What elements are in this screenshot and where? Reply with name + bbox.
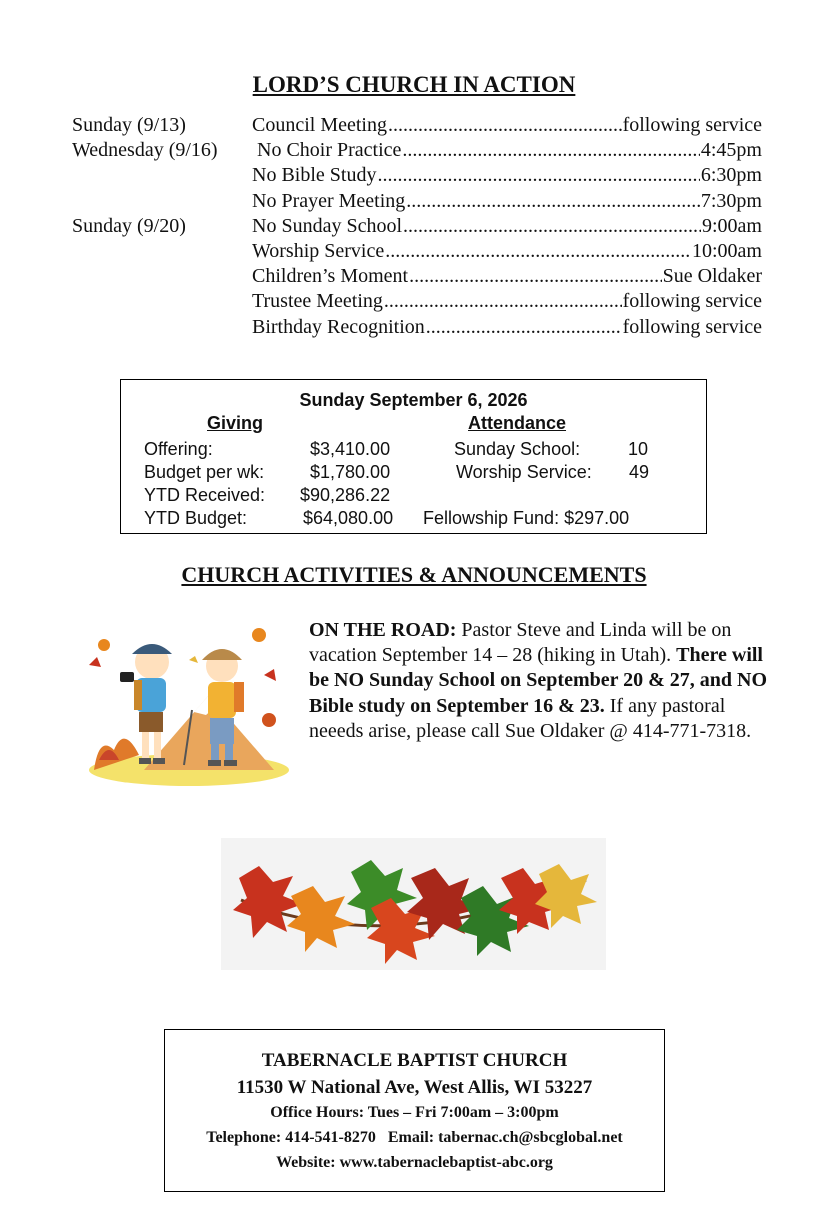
schedule-list [72, 113, 762, 340]
schedule-time: following service [622, 290, 762, 313]
schedule-time: 4:45pm [700, 139, 762, 162]
report-date: Sunday September 6, 2026 [299, 390, 528, 410]
schedule-event: Children’s Moment [252, 265, 409, 288]
schedule-event: No Choir Practice [252, 139, 402, 162]
schedule-row [72, 113, 762, 138]
schedule-day: Wednesday (9/16) [72, 139, 218, 162]
ytd-received-value: $90,286.22 [300, 485, 391, 505]
schedule-row [72, 264, 762, 289]
contact-info: Telephone: 414-541-8270 Email: tabernac.ch@sbcglobal.net [206, 1129, 623, 1146]
schedule-row [72, 138, 762, 163]
schedule-event: No Prayer Meeting [252, 189, 406, 212]
schedule-time: following service [622, 315, 762, 338]
schedule-event: Trustee Meeting [252, 290, 383, 313]
ytd-budget-label: YTD Budget: [144, 508, 248, 528]
schedule-day: Sunday (9/20) [72, 214, 186, 237]
schedule-time: 10:00am [692, 239, 762, 262]
office-hours: Office Hours: Tues – Fri 7:00am – 3:00pm [270, 1104, 559, 1121]
church-address: 11530 W National Ave, West Allis, WI 53227 [236, 1077, 593, 1098]
budget-value: $1,780.00 [310, 462, 391, 482]
schedule-row [72, 315, 762, 340]
hikers-illustration [84, 620, 294, 788]
weekly-report-box [120, 379, 707, 534]
sunday-school-label: Sunday School: [454, 439, 581, 459]
announcement-heading: ON THE ROAD: [309, 619, 457, 641]
website: Website: www.tabernaclebaptist-abc.org [276, 1154, 553, 1171]
offering-value: $3,410.00 [310, 439, 391, 459]
schedule-day: Sunday (9/13) [72, 114, 186, 136]
schedule-event: Birthday Recognition [252, 315, 425, 338]
schedule-row [72, 289, 762, 314]
giving-header: Giving [207, 413, 264, 433]
schedule-row [72, 163, 762, 188]
fellowship-fund: Fellowship Fund: $297.00 [423, 508, 630, 528]
offering-label: Offering: [144, 439, 213, 459]
schedule-event: Council Meeting [252, 114, 387, 136]
schedule-time: Sue Oldaker [662, 265, 762, 288]
schedule-time: following service [622, 114, 762, 136]
section-title-announcements: CHURCH ACTIVITIES & ANNOUNCEMENTS [181, 562, 647, 587]
announcement-paragraph [309, 618, 769, 744]
worship-value: 49 [629, 462, 650, 482]
budget-label: Budget per wk: [144, 462, 265, 482]
schedule-time: 7:30pm [700, 189, 762, 212]
worship-label: Worship Service: [456, 462, 592, 482]
announcement-notice: There will be NO Sunday School on September 20 & 27, and NO Bible study on September 16 & 23. [309, 644, 768, 717]
schedule-row [72, 214, 762, 239]
schedule-time: 6:30pm [700, 164, 762, 187]
schedule-row [72, 239, 762, 264]
ytd-received-label: YTD Received: [144, 485, 266, 505]
section-title-church-in-action: LORD’S CHURCH IN ACTION [252, 72, 576, 97]
schedule-event: No Sunday School [252, 214, 402, 237]
schedule-event: No Bible Study [252, 164, 377, 187]
attendance-header: Attendance [468, 413, 567, 433]
announcement-text: Pastor Steve and Linda will be on vacation September 14 – 28 (hiking in Utah). [309, 619, 732, 667]
schedule-event: Worship Service [252, 239, 385, 262]
schedule-row [72, 189, 762, 214]
church-name: TABERNACLE BAPTIST CHURCH [261, 1050, 568, 1071]
church-info-box [164, 1029, 665, 1192]
autumn-leaves-image [221, 838, 606, 970]
sunday-school-value: 10 [628, 439, 649, 459]
ytd-budget-value: $64,080.00 [303, 508, 394, 528]
schedule-time: 9:00am [702, 214, 762, 237]
announcement-contact: If any pastoral neeeds arise, please call Sue Oldaker @ 414-771-7318. [309, 694, 752, 742]
